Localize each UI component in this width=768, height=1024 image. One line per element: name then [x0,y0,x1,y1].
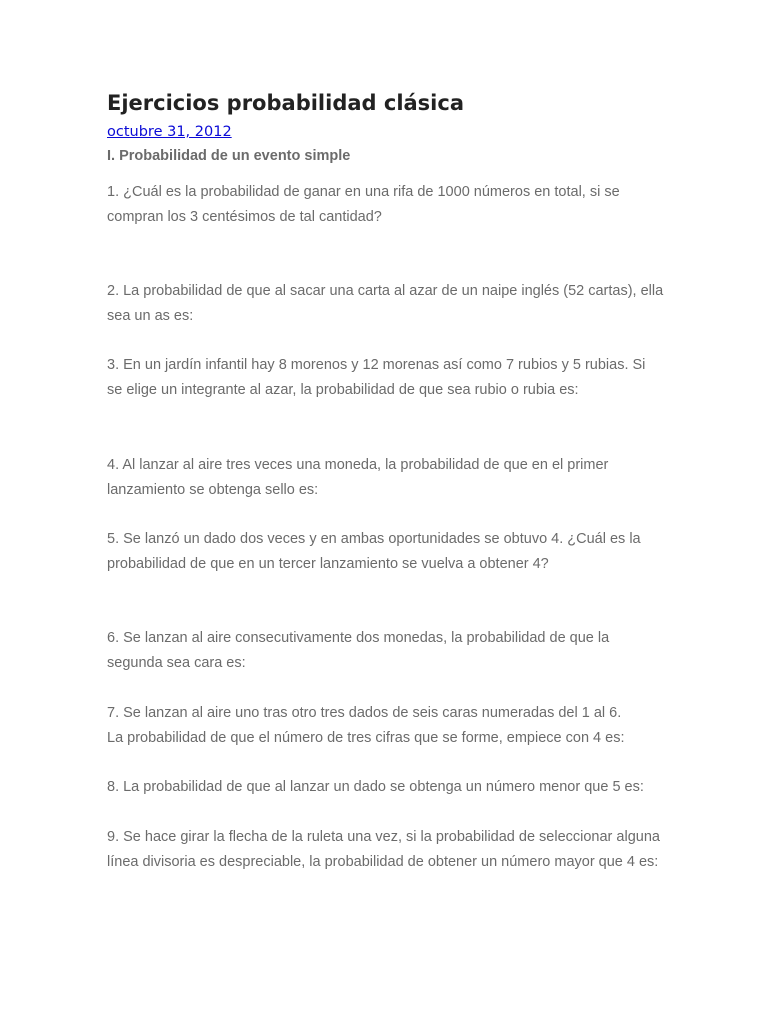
exercise-line: 2. La probabilidad de que al sacar una carta al azar de un naipe inglés (52 cartas), ella [107,283,664,299]
exercise-2 [107,279,667,329]
exercise-line: sea un as es: [107,308,194,324]
exercise-1 [107,180,667,230]
exercise-line: compran los 3 centésimos de tal cantidad? [107,209,382,225]
exercise-line: La probabilidad de que el número de tres cifras que se forme, empiece con 4 es: [107,730,625,746]
post-date-link[interactable]: octubre 31, 2012 [107,124,232,140]
exercise-7 [107,701,667,751]
section-heading: I. Probabilidad de un evento simple [107,148,351,164]
exercise-line: 5. Se lanzó un dado dos veces y en ambas oportunidades se obtuvo 4. ¿Cuál es la [107,531,641,547]
exercise-line: 8. La probabilidad de que al lanzar un dado se obtenga un número menor que 5 es: [107,779,644,795]
exercise-line: 3. En un jardín infantil hay 8 morenos y 12 morenas así como 7 rubios y 5 rubias. Si [107,357,646,373]
exercise-line: 6. Se lanzan al aire consecutivamente dos monedas, la probabilidad de que la [107,630,610,646]
exercise-line: segunda sea cara es: [107,655,246,671]
exercise-line: probabilidad de que en un tercer lanzamiento se vuelva a obtener 4? [107,556,549,572]
exercise-8 [107,775,667,800]
exercise-line: se elige un integrante al azar, la probabilidad de que sea rubio o rubia es: [107,382,579,398]
exercise-4 [107,453,667,503]
exercise-5 [107,527,667,577]
exercise-line: 7. Se lanzan al aire uno tras otro tres dados de seis caras numeradas del 1 al 6. [107,705,622,721]
exercise-line: 1. ¿Cuál es la probabilidad de ganar en una rifa de 1000 números en total, si se [107,184,620,200]
exercise-line: 9. Se hace girar la flecha de la ruleta una vez, si la probabilidad de seleccionar alguna [107,829,660,845]
exercise-line: lanzamiento se obtenga sello es: [107,482,319,498]
exercise-3 [107,353,667,403]
document-page [107,88,667,870]
exercise-line: línea divisoria es despreciable, la probabilidad de obtener un número mayor que 4 es: [107,854,659,870]
exercise-9 [107,825,667,875]
exercise-6 [107,626,667,676]
page-title: Ejercicios probabilidad clásica [107,91,464,115]
exercise-line: 4. Al lanzar al aire tres veces una moneda, la probabilidad de que en el primer [107,457,609,473]
